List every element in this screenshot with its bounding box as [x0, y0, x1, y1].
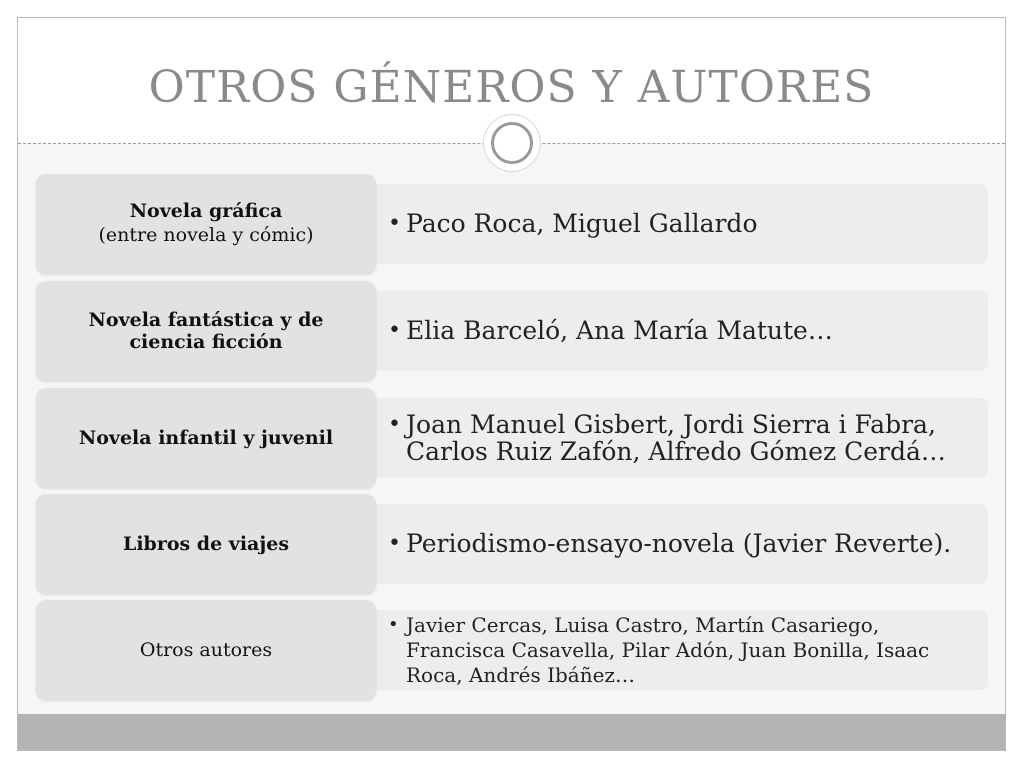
authors-box	[362, 398, 988, 478]
genre-label: Otros autores	[139, 639, 273, 661]
genre-label: Novela infantil y juvenil	[78, 427, 334, 449]
slide-title: OTROS GÉNEROS Y AUTORES	[148, 62, 875, 113]
authors-text: Elia Barceló, Ana María Matute…	[406, 316, 833, 345]
genre-row-novela-grafica	[18, 174, 1005, 274]
genre-label-box	[36, 174, 376, 274]
bullet: •	[388, 412, 401, 437]
bullet: •	[388, 531, 401, 556]
genre-label: Novela gráfica	[129, 200, 283, 222]
authors-box	[362, 291, 988, 371]
genre-label-box	[36, 494, 376, 594]
genre-row-viajes	[18, 494, 1005, 594]
genre-label: Libros de viajes	[122, 533, 290, 555]
footer-bar	[18, 714, 1005, 750]
bullet: •	[388, 211, 401, 236]
genre-label-box	[36, 388, 376, 488]
authors-text: Paco Roca, Miguel Gallardo	[406, 209, 758, 238]
bullet: •	[388, 613, 399, 635]
ring-icon	[484, 115, 540, 171]
authors-text: Periodismo-ensayo-novela (Javier Reverte).	[406, 529, 952, 558]
authors-text: Javier Cercas, Luisa Castro, Martín Casariego, Francisca Casavella, Pilar Adón, Juan Bonilla, Isaac Roca, Andrés Ibáñez…	[406, 612, 930, 687]
authors-box	[362, 610, 988, 690]
slide	[17, 17, 1006, 751]
authors-box	[362, 184, 988, 264]
content-area	[18, 144, 1005, 716]
genre-row-infantil	[18, 388, 1005, 488]
genre-sublabel: (entre novela y cómic)	[98, 224, 314, 246]
genre-label-box	[36, 600, 376, 700]
authors-box	[362, 504, 988, 584]
authors-text: Joan Manuel Gisbert, Jordi Sierra i Fabra, Carlos Ruiz Zafón, Alfredo Gómez Cerdá…	[406, 410, 946, 466]
genre-row-fantastica	[18, 281, 1005, 381]
genre-row-otros	[18, 600, 1005, 700]
genre-label-box	[36, 281, 376, 381]
bullet: •	[388, 318, 401, 343]
genre-label: Novela fantástica y de ciencia ficción	[88, 309, 324, 353]
